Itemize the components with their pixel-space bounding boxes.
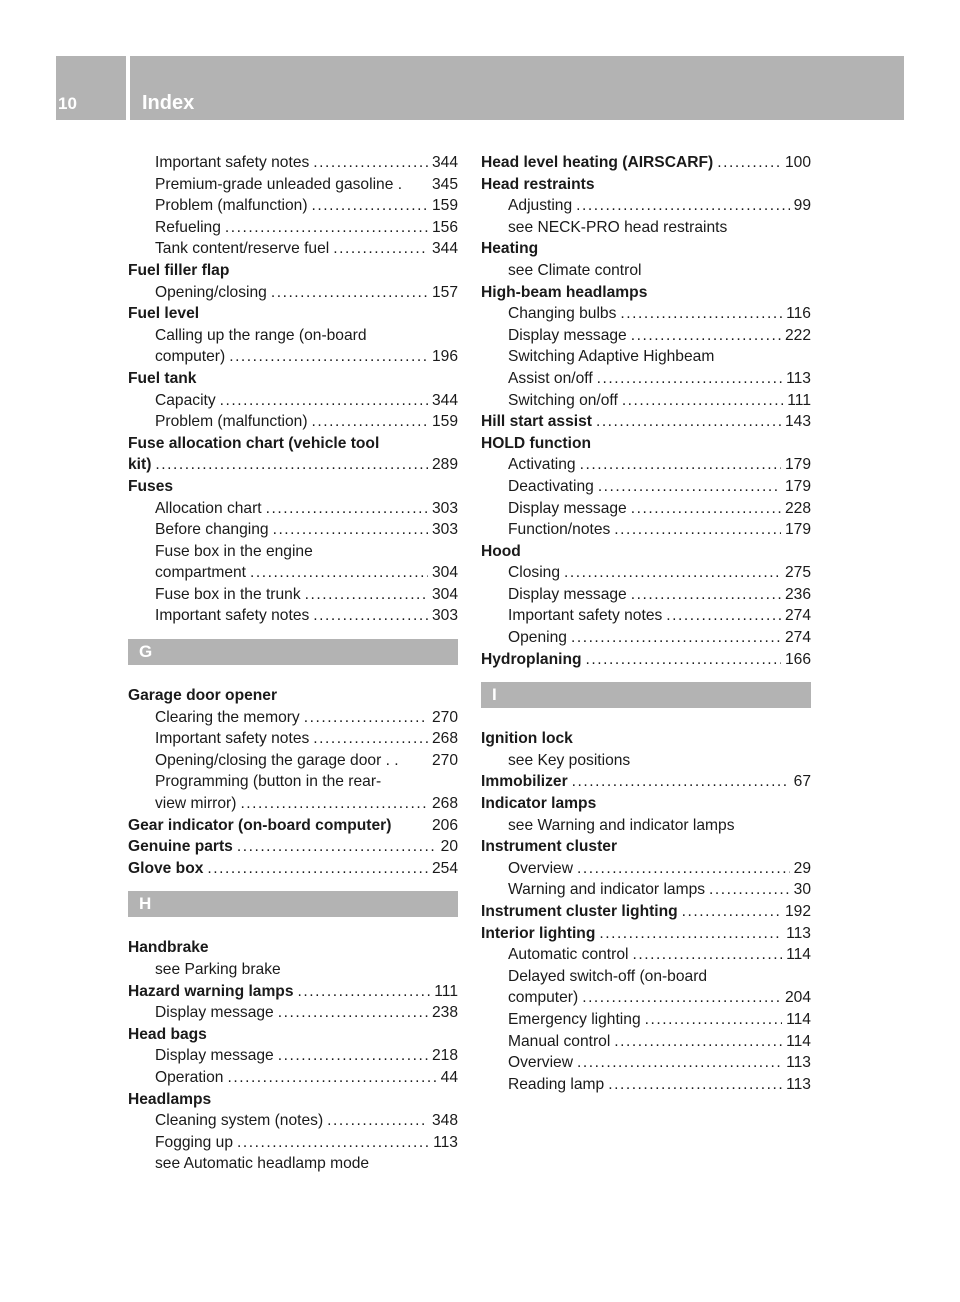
page-reference: 303 [431, 499, 458, 517]
page-header [56, 56, 904, 120]
leader-dots [327, 1110, 428, 1132]
page-reference: 156 [431, 218, 458, 236]
entry-text: Changing bulbs [508, 305, 617, 323]
index-entry [128, 1089, 458, 1111]
page-reference: 303 [431, 607, 458, 625]
index-subentry [128, 541, 458, 563]
index-entry [481, 282, 811, 304]
page-reference: 268 [431, 795, 458, 813]
page-reference: 30 [793, 881, 811, 899]
index-entry [481, 174, 811, 196]
leader-dots [614, 1031, 782, 1053]
leader-dots [582, 987, 781, 1009]
page-reference: 289 [431, 456, 458, 474]
entry-text: Display message [155, 1047, 274, 1065]
leader-dots [577, 1052, 782, 1074]
index-subentry [481, 562, 811, 584]
page-reference: 166 [784, 650, 811, 668]
entry-text: Before changing [155, 521, 269, 539]
index-subentry [128, 771, 458, 793]
entry-text: Overview [508, 859, 573, 877]
index-entry [128, 303, 458, 325]
page-reference: 113 [786, 924, 811, 942]
leader-dots [313, 152, 428, 174]
index-subentry [128, 152, 458, 174]
page-reference: 157 [431, 283, 458, 301]
index-subentry [128, 282, 458, 304]
page-reference: 254 [431, 859, 458, 877]
page-reference: 303 [431, 521, 458, 539]
leader-dots [240, 793, 428, 815]
entry-text: Interior lighting [481, 924, 596, 942]
leader-dots [237, 1132, 429, 1154]
entry-text: Clearing the memory [155, 708, 300, 726]
index-subentry [128, 498, 458, 520]
leader-dots [572, 771, 790, 793]
index-subentry [128, 1110, 458, 1132]
entry-text: Fuel level [128, 305, 200, 323]
index-subentry [481, 605, 811, 627]
entry-text: Programming (button in the rear- [155, 773, 382, 791]
page-reference: 114 [786, 946, 811, 964]
entry-text: Opening/closing [155, 283, 267, 301]
entry-text: see Warning and indicator lamps [508, 816, 735, 834]
entry-text: see Automatic headlamp mode [155, 1155, 370, 1173]
index-subentry [481, 346, 811, 368]
index-letter-heading: G [128, 639, 458, 665]
page-reference: 111 [787, 391, 811, 409]
index-subentry [128, 707, 458, 729]
entry-text: Delayed switch-off (on-board [508, 967, 708, 985]
page-reference: 159 [431, 413, 458, 431]
page-reference: 179 [784, 477, 811, 495]
page-reference: 159 [431, 197, 458, 215]
index-subentry [481, 390, 811, 412]
index-subentry [481, 1009, 811, 1031]
page-reference: 270 [431, 751, 458, 769]
entry-text: Hazard warning lamps [128, 982, 294, 1000]
leader-dots [333, 238, 428, 260]
page-reference: 218 [431, 1047, 458, 1065]
page-reference: 274 [784, 629, 811, 647]
entry-text: Head level heating (AIRSCARF) [481, 154, 714, 171]
page-reference: 344 [431, 240, 458, 258]
leader-dots [564, 562, 781, 584]
entry-text: Head restraints [481, 175, 595, 193]
leader-dots [620, 303, 782, 325]
entry-text: Activating [508, 456, 576, 474]
page-reference: 113 [786, 1075, 811, 1093]
entry-text: Opening [508, 629, 567, 647]
index-entry [128, 260, 458, 282]
index-entry [481, 411, 811, 433]
leader-dots [631, 325, 781, 347]
entry-text: Calling up the range (on-board [155, 326, 367, 344]
leader-dots [614, 519, 781, 541]
entry-text: Immobilizer [481, 773, 568, 791]
entry-text: kit) [128, 456, 152, 474]
entry-text: Opening/closing the garage door . . [155, 751, 399, 769]
entry-text: Important safety notes [155, 730, 310, 748]
entry-text: see Parking brake [155, 961, 281, 978]
page-reference: 344 [431, 391, 458, 409]
index-subentry [481, 1074, 811, 1096]
page-reference: 192 [784, 903, 811, 920]
index-subentry [481, 260, 811, 282]
leader-dots [229, 346, 428, 368]
leader-dots [596, 411, 781, 433]
page-reference: 348 [431, 1112, 458, 1130]
entry-text: Instrument cluster lighting [481, 903, 678, 920]
entry-text: Indicator lamps [481, 795, 597, 813]
leader-dots [220, 390, 428, 412]
leader-dots [305, 584, 428, 606]
entry-text: Fuses [128, 477, 174, 495]
index-subentry [128, 562, 458, 584]
index-entry [128, 836, 458, 858]
page-reference: 100 [784, 154, 811, 171]
index-subentry [481, 944, 811, 966]
index-subentry [128, 325, 458, 347]
index-subentry [128, 959, 458, 981]
leader-dots [237, 836, 437, 858]
page-reference: 29 [793, 859, 811, 877]
page-reference: 179 [784, 521, 811, 539]
entry-text: Fuse box in the trunk [155, 585, 301, 603]
entry-text: compartment [155, 564, 246, 582]
leader-dots [717, 152, 781, 174]
page-reference: 228 [784, 499, 811, 517]
entry-text: Switching Adaptive Highbeam [508, 348, 715, 366]
entry-text: Headlamps [128, 1090, 212, 1108]
index-subentry [481, 815, 811, 837]
entry-text: Capacity [155, 391, 216, 409]
entry-text: Fuel tank [128, 369, 197, 387]
index-entry [481, 649, 811, 671]
entry-text: Garage door opener [128, 687, 278, 705]
index-entry [128, 1024, 458, 1046]
leader-dots [631, 498, 781, 520]
page-reference: 304 [431, 564, 458, 582]
index-entry [128, 937, 458, 959]
index-subentry [128, 390, 458, 412]
entry-text: Fuse box in the engine [155, 542, 313, 560]
index-entry [128, 454, 458, 476]
leader-dots [273, 519, 428, 541]
entry-text: Head bags [128, 1025, 207, 1043]
page-reference: 345 [431, 175, 458, 193]
entry-text: HOLD function [481, 434, 592, 452]
index-entry [128, 815, 458, 837]
leader-dots [266, 498, 428, 520]
entry-text: Premium-grade unleaded gasoline . [155, 175, 403, 193]
entry-text: Emergency lighting [508, 1010, 641, 1028]
index-subentry [128, 793, 458, 815]
index-subentry [481, 584, 811, 606]
index-subentry [128, 174, 458, 196]
index-subentry [128, 605, 458, 627]
entry-text: Important safety notes [155, 607, 310, 625]
entry-text: Warning and indicator lamps [508, 881, 706, 899]
index-subentry [128, 584, 458, 606]
entry-text: High-beam headlamps [481, 283, 648, 301]
index-column-left [128, 152, 458, 1175]
index-entry [481, 901, 811, 923]
leader-dots [586, 649, 781, 671]
entry-text: Fogging up [155, 1133, 234, 1151]
index-subentry [128, 1002, 458, 1024]
index-subentry [128, 1153, 458, 1175]
entry-text: Manual control [508, 1032, 611, 1050]
entry-text: Allocation chart [155, 499, 262, 517]
leader-dots [666, 605, 781, 627]
entry-text: Deactivating [508, 477, 594, 495]
page-reference: 204 [784, 989, 811, 1007]
leader-dots [645, 1009, 783, 1031]
page-reference: 44 [440, 1068, 458, 1086]
entry-text: computer) [508, 989, 579, 1007]
index-subentry [481, 987, 811, 1009]
index-subentry [481, 627, 811, 649]
leader-dots [632, 944, 782, 966]
leader-dots [312, 411, 428, 433]
leader-dots [227, 1067, 436, 1089]
entry-text: Automatic control [508, 946, 629, 964]
entry-text: Genuine parts [128, 838, 233, 856]
leader-dots [313, 605, 428, 627]
page-reference: 222 [784, 326, 811, 344]
index-subentry [128, 346, 458, 368]
entry-text: Reading lamp [508, 1075, 605, 1093]
index-subentry [481, 858, 811, 880]
leader-dots [631, 584, 781, 606]
leader-dots [580, 454, 781, 476]
entry-text: Closing [508, 564, 561, 582]
entry-text: Important safety notes [508, 607, 663, 625]
entry-text: Adjusting [508, 197, 573, 215]
entry-text: Handbrake [128, 939, 209, 957]
index-subentry [128, 1067, 458, 1089]
page-reference: 20 [440, 838, 458, 856]
index-subentry [481, 1052, 811, 1074]
index-subentry [128, 217, 458, 239]
entry-text: see NECK-PRO head restraints [508, 218, 728, 236]
index-subentry [481, 519, 811, 541]
entry-text: Instrument cluster [481, 838, 618, 856]
index-subentry [128, 411, 458, 433]
page-number: 10 [58, 94, 77, 113]
index-subentry [481, 966, 811, 988]
index-subentry [481, 476, 811, 498]
page-reference: 344 [431, 154, 458, 171]
entry-text: Display message [508, 499, 627, 517]
index-subentry [128, 238, 458, 260]
index-subentry [128, 728, 458, 750]
index-subentry [481, 325, 811, 347]
page-reference: 238 [431, 1004, 458, 1022]
leader-dots [313, 728, 428, 750]
page-reference: 113 [433, 1133, 458, 1151]
entry-text: Display message [155, 1004, 274, 1022]
entry-text: Fuse allocation chart (vehicle tool [128, 434, 380, 452]
leader-dots [304, 707, 428, 729]
page-reference: 274 [784, 607, 811, 625]
entry-text: Cleaning system (notes) [155, 1112, 324, 1130]
entry-text: Hydroplaning [481, 650, 582, 668]
leader-dots [271, 282, 428, 304]
page-reference: 268 [431, 730, 458, 748]
index-entry [128, 685, 458, 707]
entry-text: Display message [508, 326, 627, 344]
index-entry [481, 836, 811, 858]
index-letter-heading: I [481, 682, 811, 708]
index-subentry [128, 1132, 458, 1154]
index-entry [128, 433, 458, 455]
index-entry [481, 433, 811, 455]
leader-dots [597, 368, 782, 390]
entry-text: Gear indicator (on-board computer) [128, 816, 392, 834]
entry-text: Problem (malfunction) [155, 413, 308, 431]
index-letter-heading: H [128, 891, 458, 917]
index-column-right [481, 152, 811, 1095]
page-reference: 206 [431, 816, 458, 834]
entry-text: Heating [481, 240, 539, 258]
entry-text: Glove box [128, 859, 204, 877]
leader-dots [576, 195, 789, 217]
index-subentry [481, 195, 811, 217]
index-entry [128, 476, 458, 498]
page-reference: 143 [784, 413, 811, 431]
index-subentry [481, 750, 811, 772]
entry-text: view mirror) [155, 795, 237, 813]
page-reference: 113 [786, 369, 811, 387]
leader-dots [312, 195, 428, 217]
leader-dots [250, 562, 428, 584]
entry-text: Overview [508, 1054, 573, 1072]
leader-dots [278, 1045, 428, 1067]
page-reference: 67 [793, 773, 811, 791]
page-reference: 116 [786, 305, 811, 323]
index-subentry [128, 195, 458, 217]
page-reference: 304 [431, 585, 458, 603]
entry-text: Display message [508, 585, 627, 603]
leader-dots [598, 476, 781, 498]
page-reference: 196 [431, 348, 458, 366]
index-entry [128, 368, 458, 390]
leader-dots [298, 981, 431, 1003]
index-entry [481, 923, 811, 945]
entry-text: Important safety notes [155, 154, 310, 171]
leader-dots [608, 1074, 782, 1096]
entry-text: see Key positions [508, 751, 631, 769]
leader-dots [682, 901, 781, 923]
index-subentry [128, 750, 458, 772]
page-reference: 99 [793, 197, 811, 215]
page-reference: 113 [786, 1054, 811, 1072]
index-entry [481, 152, 811, 174]
leader-dots [155, 454, 428, 476]
page-reference: 236 [784, 585, 811, 603]
leader-dots [599, 923, 782, 945]
page-reference: 270 [431, 708, 458, 726]
entry-text: Hill start assist [481, 413, 592, 431]
page-reference: 111 [434, 982, 458, 1000]
entry-text: see Climate control [508, 261, 642, 279]
page-reference: 114 [786, 1010, 811, 1028]
leader-dots [571, 627, 781, 649]
index-entry [481, 728, 811, 750]
index-subentry [481, 303, 811, 325]
page-reference: 179 [784, 456, 811, 474]
entry-text: Assist on/off [508, 369, 593, 387]
leader-dots [709, 879, 790, 901]
entry-text: Refueling [155, 218, 221, 236]
entry-text: Ignition lock [481, 730, 573, 748]
entry-text: Hood [481, 542, 521, 560]
index-subentry [481, 454, 811, 476]
leader-dots [278, 1002, 428, 1024]
index-entry [128, 858, 458, 880]
page-reference: 275 [784, 564, 811, 582]
index-entry [128, 981, 458, 1003]
entry-text: Fuel filler flap [128, 261, 230, 279]
leader-dots [577, 858, 790, 880]
entry-text: Operation [155, 1068, 224, 1086]
entry-text: Tank content/reserve fuel [155, 240, 330, 258]
index-subentry [128, 519, 458, 541]
entry-text: Switching on/off [508, 391, 618, 409]
index-entry [481, 238, 811, 260]
leader-dots [207, 858, 428, 880]
index-subentry [481, 498, 811, 520]
index-subentry [128, 1045, 458, 1067]
header-divider [126, 56, 130, 120]
index-subentry [481, 368, 811, 390]
index-subentry [481, 1031, 811, 1053]
section-title: Index [142, 92, 195, 114]
index-entry [481, 771, 811, 793]
index-subentry [481, 217, 811, 239]
entry-text: computer) [155, 348, 226, 366]
leader-dots [622, 390, 783, 412]
index-entry [481, 793, 811, 815]
entry-text: Function/notes [508, 521, 611, 539]
index-entry [481, 541, 811, 563]
index-subentry [481, 879, 811, 901]
entry-text: Problem (malfunction) [155, 197, 308, 215]
page-reference: 114 [786, 1032, 811, 1050]
leader-dots [225, 217, 428, 239]
